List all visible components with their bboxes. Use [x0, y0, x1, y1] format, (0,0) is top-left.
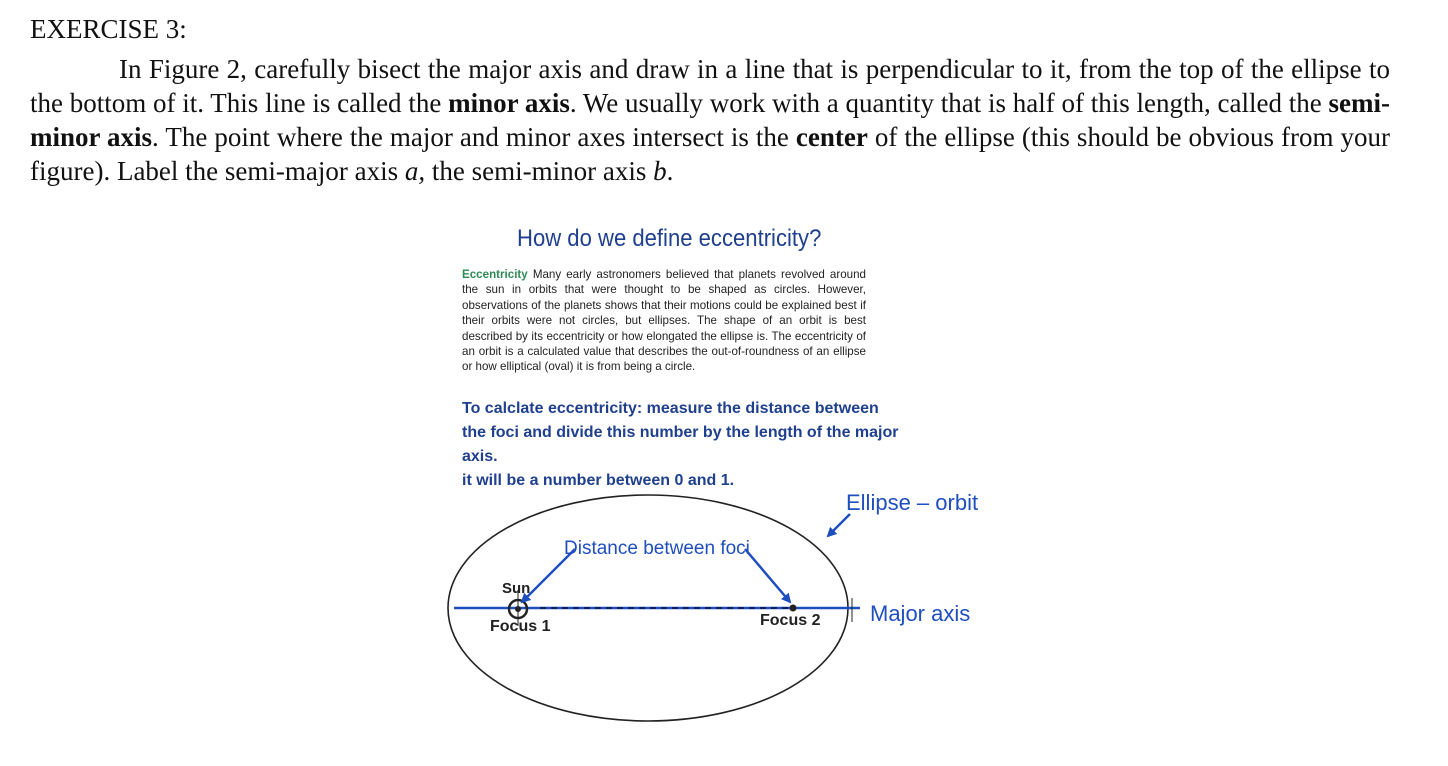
focus2-label: Focus 2: [760, 612, 821, 629]
eccentricity-figure: [440, 215, 1020, 760]
figure-body-text: [462, 267, 866, 375]
focus1-label: Focus 1: [490, 618, 551, 635]
instruction-line: axis.: [462, 448, 498, 465]
para-text-5: the semi-minor axis: [425, 156, 654, 186]
symbol-b: b: [653, 156, 667, 186]
major-axis-label: Major axis: [870, 601, 971, 626]
sun-label: Sun: [502, 580, 531, 597]
symbol-a: a,: [404, 156, 426, 186]
figure-body-description: Many early astronomers believed that planets revolved around the sun in orbits that were thought to be shaped as circles. However, observations of the planets shows that their motions could be explained best if their orbits were not circles, but ellipses. The shape of an orbit is best described by its eccentricity or how elongated the ellipse is. The eccentricity of an orbit is a calculated value that describes the out-of-roundness of an ellipse or how elliptical (oval) it is from being a circle.: [462, 268, 866, 374]
para-text-6: .: [666, 156, 674, 186]
term-semi-minor-axis: semi-minor axis: [30, 88, 1390, 152]
focus2-dot-icon: [790, 605, 797, 612]
para-text-2: . We usually work with a quantity that is half of this length, called the: [569, 88, 1329, 118]
exercise-paragraph: [30, 52, 1390, 188]
instruction-line: it will be a number between 0 and 1.: [462, 472, 735, 489]
exercise-heading: EXERCISE 3:: [30, 14, 187, 44]
sun-dot-icon: [515, 606, 521, 612]
para-text-3: . The point where the major and minor axes intersect is the: [152, 122, 796, 152]
ellipse-orbit-label: Ellipse – orbit: [846, 490, 979, 515]
foci-arrow-right: [745, 549, 790, 602]
orbit-arrow: [828, 514, 850, 536]
figure-title: How do we define eccentricity?: [517, 225, 822, 252]
para-text-4: of the ellipse (this should be obvious from your figure). Label the semi-major axis: [30, 122, 1391, 186]
instruction-line: the foci and divide this number by the length of the major: [462, 424, 899, 441]
distance-between-foci-label: Distance between foci: [564, 538, 750, 559]
figure-instructions: [462, 397, 962, 493]
instruction-line: To calclate eccentricity: measure the distance between: [462, 400, 879, 417]
para-text-1: In Figure 2, carefully bisect the major axis and draw in a line that is perpendicular to it, from the top of the ellipse to the bottom of it. This line is called the: [30, 54, 1390, 118]
term-center: center: [795, 122, 868, 152]
eccentricity-keyword: Eccentricity: [462, 268, 528, 281]
term-minor-axis: minor axis: [448, 88, 570, 118]
